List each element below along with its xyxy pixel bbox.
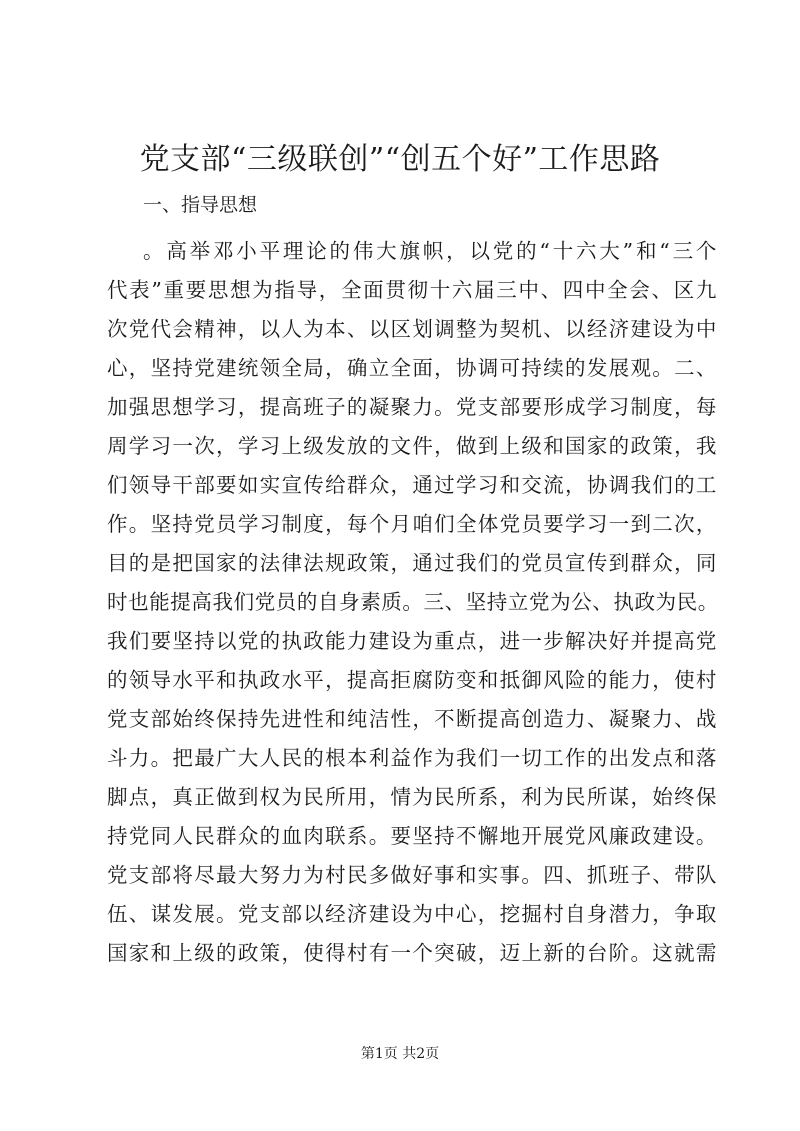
body-line: 作。坚持党员学习制度，每个月咱们全体党员要学习一到二次， [107,512,717,536]
body-line: 们领导干部要如实宣传给群众，通过学习和交流，协调我们的工 [107,473,717,497]
section-heading: 一、指导思想 [143,194,258,216]
body-line: 我们要坚持以党的执政能力建设为重点，进一步解决好并提高党 [107,629,717,653]
body-line: 持党同人民群众的血肉联系。要坚持不懈地开展党风廉政建设。 [107,824,717,848]
document-title: 党支部“三级联创”“创五个好”工作思路 [139,142,661,177]
body-line: 目的是把国家的法律法规政策，通过我们的党员宣传到群众，同 [107,551,717,575]
body-line: 代表”重要思想为指导，全面贯彻十六届三中、四中全会、区九 [107,278,717,302]
body-line: 党支部始终保持先进性和纯洁性，不断提高创造力、凝聚力、战 [107,707,717,731]
body-line: 次党代会精神，以人为本、以区划调整为契机、以经济建设为中 [107,317,717,341]
body-line: 心，坚持党建统领全局，确立全面，协调可持续的发展观。二、 [107,356,717,380]
body-line: 周学习一次，学习上级发放的文件，做到上级和国家的政策，我 [107,434,717,458]
body-line: 。高举邓小平理论的伟大旗帜，以党的“十六大”和“三个 [143,239,717,263]
body-line: 斗力。把最广大人民的根本利益作为我们一切工作的出发点和落 [107,746,717,770]
page-footer: 第1页 共2页 [360,1046,440,1062]
body-line: 伍、谋发展。党支部以经济建设为中心，挖掘村自身潜力，争取 [107,902,717,926]
body-text [107,232,717,973]
body-line: 的领导水平和执政水平，提高拒腐防变和抵御风险的能力，使村 [107,668,717,692]
body-line: 加强思想学习，提高班子的凝聚力。党支部要形成学习制度，每 [107,395,717,419]
body-line: 时也能提高我们党员的自身素质。三、坚持立党为公、执政为民。 [107,590,719,614]
body-line: 党支部将尽最大努力为村民多做好事和实事。四、抓班子、带队 [107,863,717,887]
body-line: 国家和上级的政策，使得村有一个突破，迈上新的台阶。这就需 [107,941,717,965]
body-line: 脚点，真正做到权为民所用，情为民所系，利为民所谋，始终保 [107,785,717,809]
